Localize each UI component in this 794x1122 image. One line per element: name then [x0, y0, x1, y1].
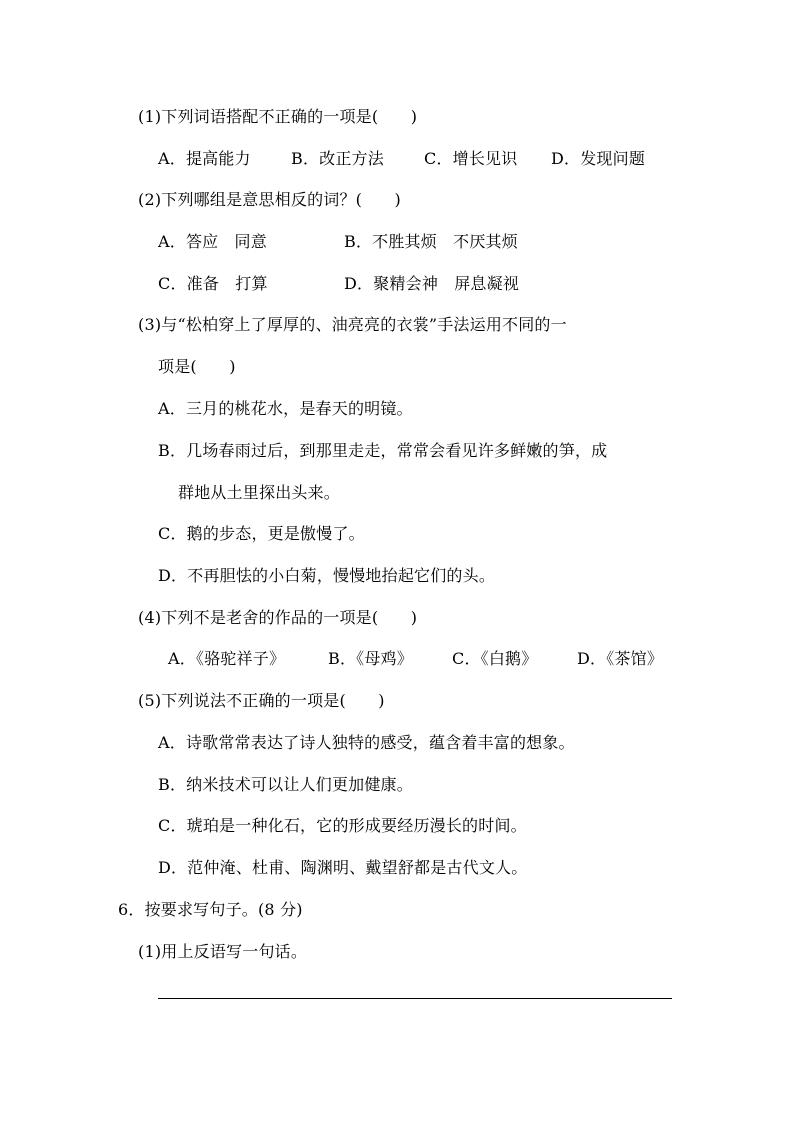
q3-option-a: A．三月的桃花水，是春天的明镜。 [158, 399, 413, 418]
q1-option-a: A．提高能力 [158, 149, 251, 168]
q4-options [168, 647, 663, 671]
q5-option-c: C．琥珀是一种化石，它的形成要经历漫长的时间。 [158, 816, 527, 835]
q4-option-c: C．《白鹅》 [452, 649, 538, 668]
q3-option-d: D．不再胆怯的小白菊，慢慢地抬起它们的头。 [158, 566, 496, 585]
q5-option-a: A．诗歌常常表达了诗人独特的感受，蕴含着丰富的想象。 [158, 733, 575, 752]
q3-stem-line2: 项是( ) [158, 357, 236, 376]
q2-option-a: A．答应 同意 [158, 232, 267, 251]
q1-stem: (1)下列词语搭配不正确的一项是( ) [138, 107, 418, 126]
q3-option-b-line1: B．几场春雨过后，到那里走走，常常会看见许多鲜嫩的笋，成 [158, 441, 608, 460]
q2-stem: (2)下列哪组是意思相反的词？( ) [138, 190, 401, 209]
q2-options-row2 [158, 272, 530, 296]
q5-option-b: B．纳米技术可以让人们更加健康。 [158, 775, 413, 794]
q3-option-c: C．鹅的步态，更是傲慢了。 [158, 524, 365, 543]
q2-option-b: B．不胜其烦 不厌其烦 [344, 232, 518, 251]
q2-option-d: D．聚精会神 屏息凝视 [344, 274, 520, 293]
q3-option-b-line2: 群地从土里探出头来。 [178, 483, 341, 502]
q6-sub1: (1)用上反语写一句话。 [138, 942, 308, 961]
q2-options-row1 [158, 230, 530, 254]
q4-option-d: D．《茶馆》 [577, 649, 664, 668]
q5-stem: (5)下列说法不正确的一项是( ) [138, 691, 385, 710]
q5-option-d: D．范仲淹、杜甫、陶渊明、戴望舒都是古代文人。 [158, 858, 528, 877]
q1-option-d: D．发现问题 [551, 149, 646, 168]
q4-stem: (4)下列不是老舍的作品的一项是( ) [138, 608, 418, 627]
q6-title: 6．按要求写句子。(8 分) [118, 900, 303, 919]
q2-option-c: C．准备 打算 [158, 274, 268, 293]
q4-option-b: B．《母鸡》 [328, 649, 413, 668]
q4-option-a: A．《骆驼祥子》 [168, 649, 286, 668]
q3-stem-line1: (3)与“松柏穿上了厚厚的、油亮亮的衣裳”手法运用不同的一 [138, 315, 567, 334]
q1-option-c: C．增长见识 [424, 149, 518, 168]
answer-line[interactable] [158, 998, 672, 999]
q1-options [158, 147, 645, 171]
q1-option-b: B．改正方法 [291, 149, 384, 168]
